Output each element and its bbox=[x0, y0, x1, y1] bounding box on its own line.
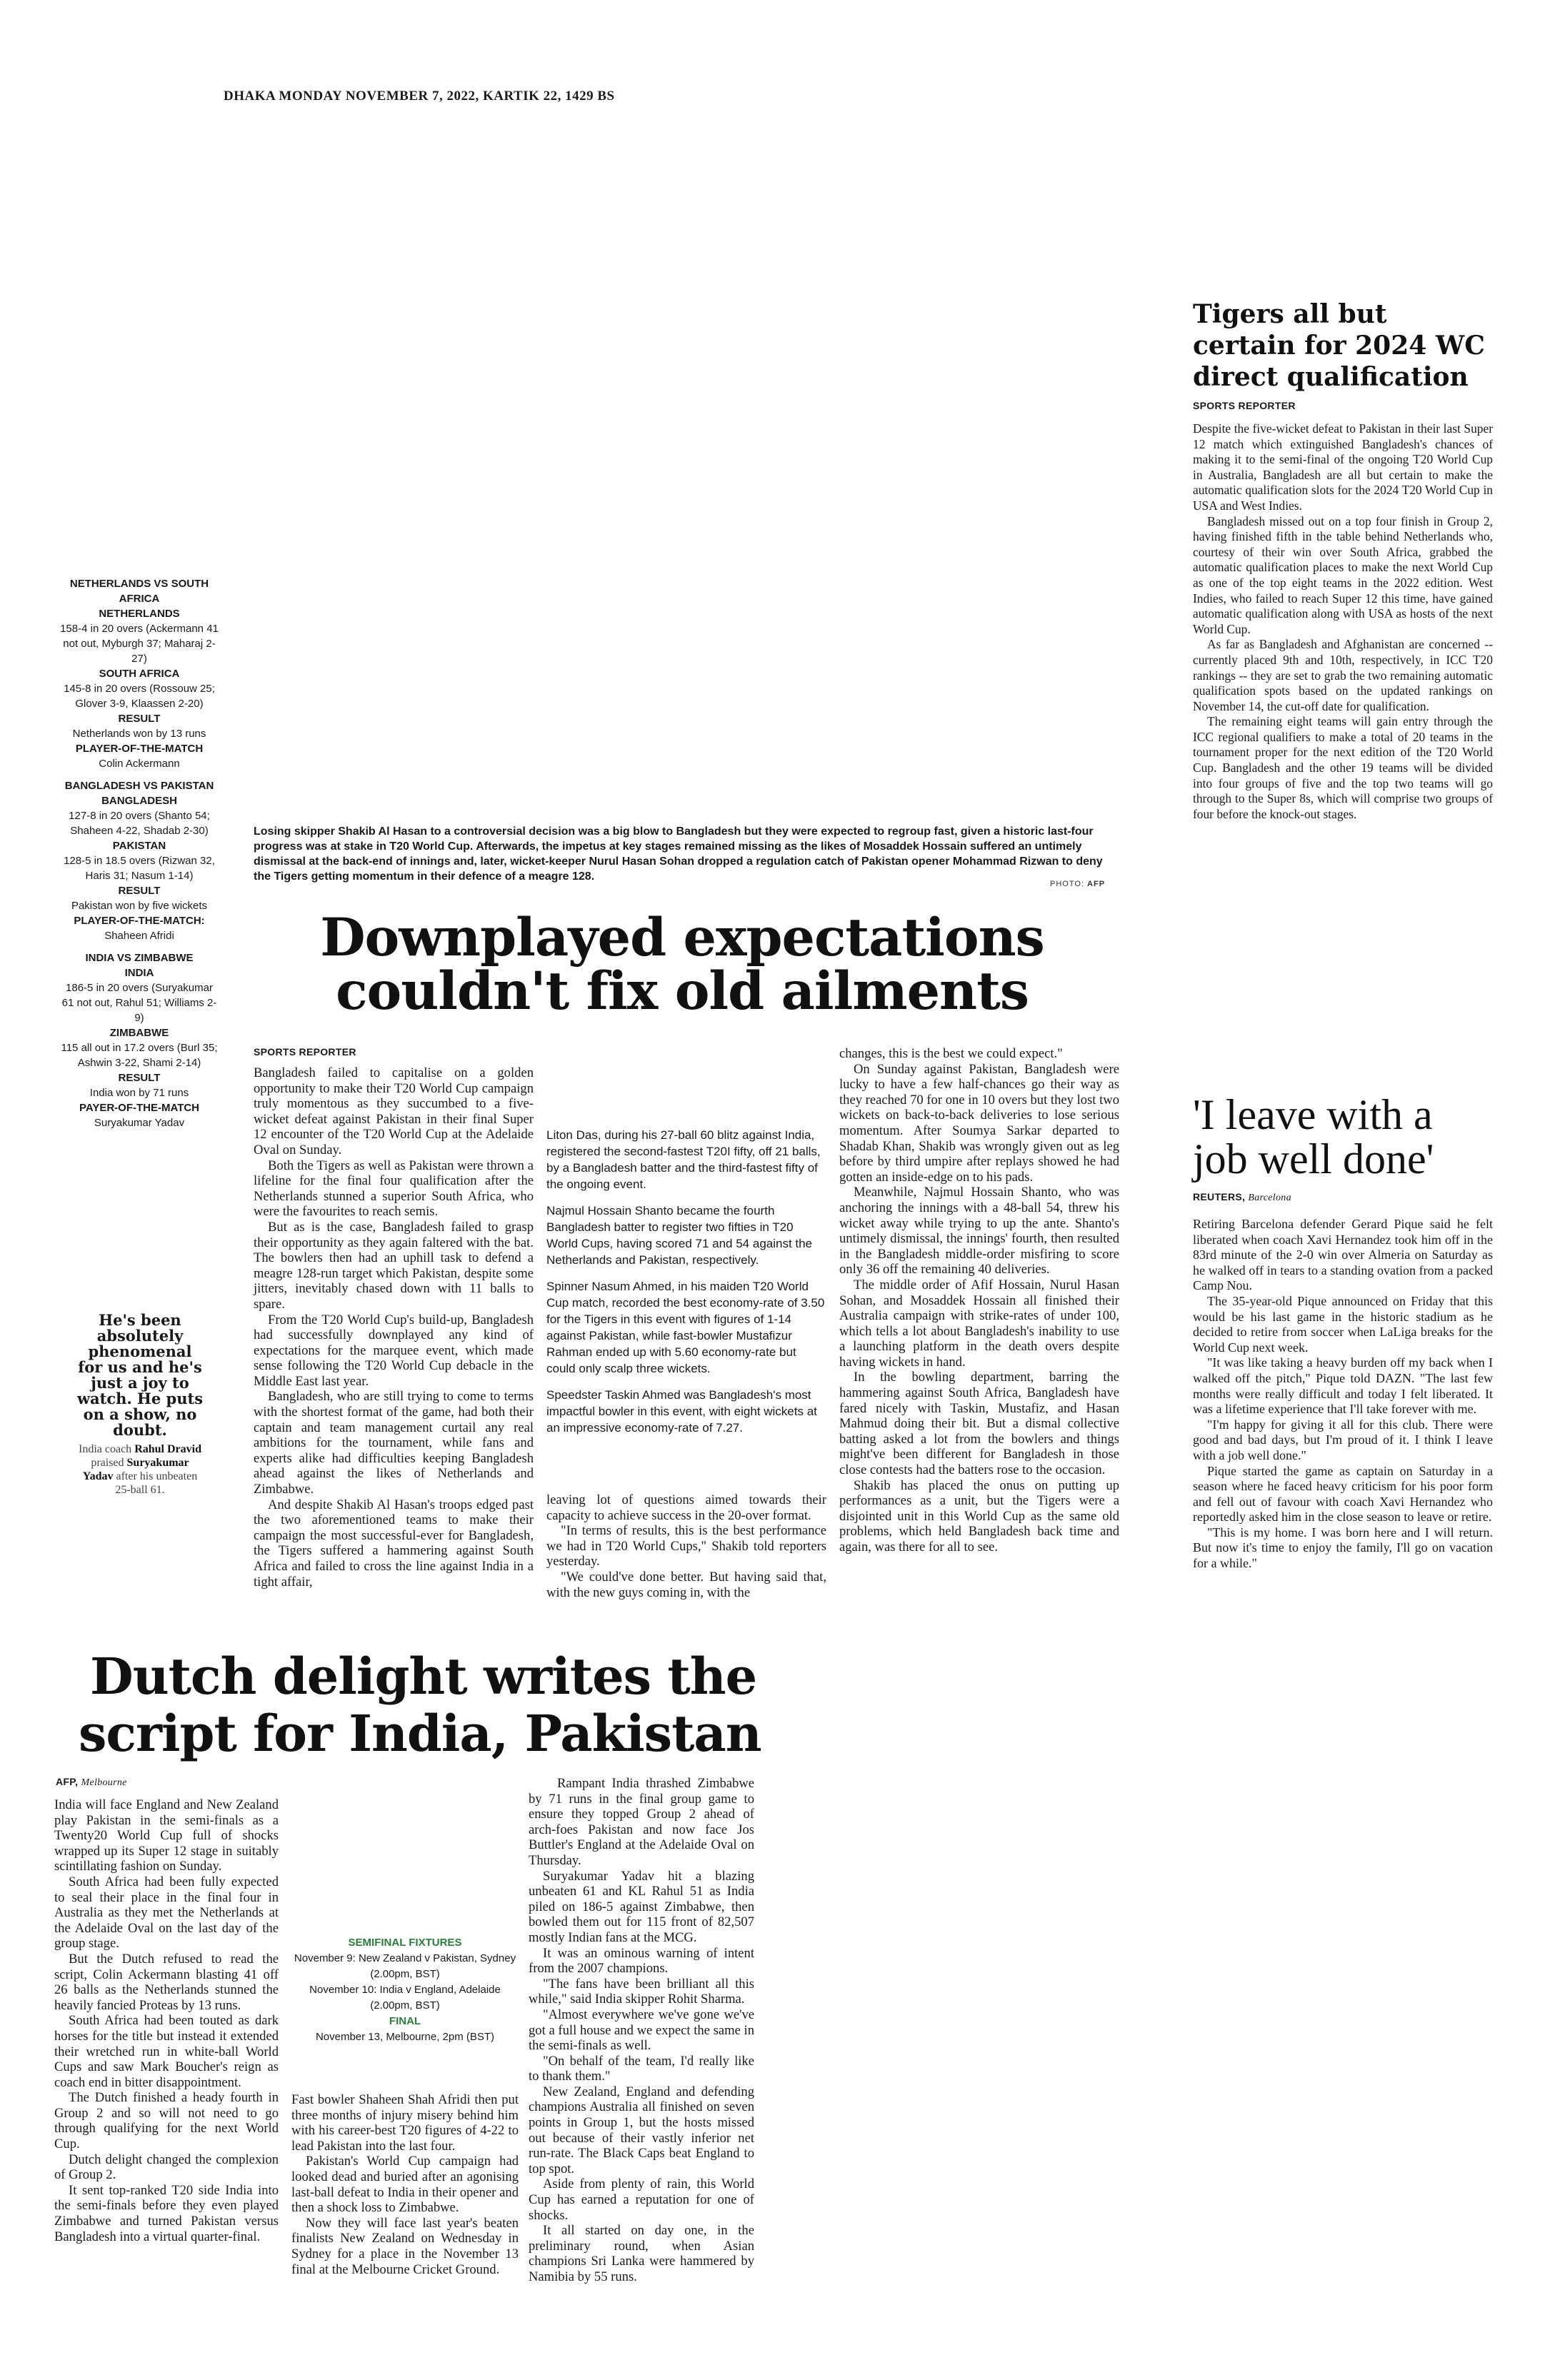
fixtures-title: SEMIFINAL FIXTURES bbox=[348, 1937, 462, 1949]
photo-credit bbox=[1050, 880, 1105, 888]
scorecard-line: PAYER-OF-THE-MATCH bbox=[79, 1102, 200, 1114]
story-pique bbox=[1193, 1093, 1493, 1572]
paragraph: As far as Bangladesh and Afghanistan are concerned -- currently placed 9th and 10th, respectively, in ICC T20 rankings -- they are set to grab the two remaining automatic qualification spots based on the updated rankings on November 14, the cut-off date for qualification. bbox=[1193, 637, 1493, 713]
paragraph: It sent top-ranked T20 side India into the semi-finals before they even played Zimbabwe and turned Pakistan versus Bangladesh into a virtual quarter-final. bbox=[54, 2182, 279, 2244]
scorecard-title: BANGLADESH VS PAKISTAN bbox=[64, 780, 214, 792]
story-pique-byline bbox=[1193, 1191, 1493, 1204]
paragraph: Aside from plenty of rain, this World Cup has earned a reputation for one of shocks. bbox=[529, 2176, 754, 2223]
story-pique-body bbox=[1193, 1217, 1493, 1572]
byline-place: Barcelona bbox=[1248, 1192, 1291, 1203]
paragraph: From the T20 World Cup's build-up, Bangladesh had successfully downplayed any kind of expectations for the marquee event, which made sense following the T20 World Cup debacle in the Middle East last year. bbox=[254, 1312, 534, 1389]
paragraph: "It was like taking a heavy burden off my back when I walked off the pitch," Pique told DAZN. "The last few months were really difficult and today I felt liberated. It was a lifetime experience that I'll take forever with me. bbox=[1193, 1355, 1493, 1417]
fixture-item: November 9: New Zealand v Pakistan, Sydney (2.00pm, BST) bbox=[294, 1952, 516, 1980]
story-main-col2 bbox=[546, 1492, 826, 1600]
paragraph: Meanwhile, Najmul Hossain Shanto, who was anchoring the innings with a 48-ball 54, threw his wicket away while trying to up the ante. Shanto's untimely dismissal, the innings' fourth, then resulted in the Bangladesh middle-order misfiring to score only 36 off the remaining 40 deliveries. bbox=[839, 1185, 1119, 1277]
paragraph: South Africa had been fully expected to seal their place in the final four in Australia as they met the Netherlands at the Adelaide Oval on the last day of the group stage. bbox=[54, 1874, 279, 1952]
scorecard-line: Shaheen Afridi bbox=[104, 930, 174, 942]
paragraph: "On behalf of the team, I'd really like to thank them." bbox=[529, 2053, 754, 2084]
story-tigers-body bbox=[1193, 421, 1493, 822]
scorecard-line: INDIA bbox=[124, 967, 154, 979]
paragraph: In the bowling department, barring the hammering against South Africa, Bangladesh have fared nicely with Taskin, Mustafiz, and Hasan Mahmud doing their bit. But a dismal collective batting asked a lot from the bowlers and things might've been different for Bangladesh in those close contests had the batters rose to the occasion. bbox=[839, 1370, 1119, 1478]
page-dateline: DHAKA MONDAY NOVEMBER 7, 2022, KARTIK 22, 1429 BS bbox=[224, 89, 615, 104]
paragraph: Bangladesh, who are still trying to come to terms with the shortest format of the game, had both their captain and team management curtail any real ambitions for the tournament, while fans and experts alike had difficulties keeping Bangladesh ahead against the likes of Netherlands and Zimbabwe. bbox=[254, 1389, 534, 1497]
scorecard-line: RESULT bbox=[118, 1072, 161, 1084]
headline-line: Dutch delight writes the bbox=[90, 1647, 757, 1706]
headline-line: Downplayed expectations bbox=[320, 907, 1044, 968]
scorecard-line: PAKISTAN bbox=[112, 840, 166, 852]
scorecard-line: PLAYER-OF-THE-MATCH: bbox=[74, 915, 205, 927]
scorecard-line: PLAYER-OF-THE-MATCH bbox=[75, 743, 204, 755]
photo-credit-label: PHOTO: bbox=[1050, 880, 1084, 888]
final-title: FINAL bbox=[389, 2015, 421, 2027]
fact-item: Najmul Hossain Shanto became the fourth Bangladesh batter to register two fifties in T20 World Cups, having scored 71 and 54 against the Netherlands and Pakistan, respectively. bbox=[546, 1204, 813, 1267]
scorecard-line: NETHERLANDS bbox=[99, 608, 180, 620]
attr-text: India coach bbox=[79, 1443, 135, 1455]
scorecard-line: SOUTH AFRICA bbox=[99, 668, 180, 680]
pull-quote-text: He's been absolutely phenomenal for us and he's just a joy to watch. He puts on a show, no doubt. bbox=[76, 1311, 204, 1439]
story-pique-headline: 'I leave with a job well done' bbox=[1193, 1091, 1434, 1183]
scorecard-line: Colin Ackermann bbox=[99, 758, 180, 770]
story-dutch-col2 bbox=[291, 2092, 519, 2277]
scorecard-line: India won by 71 runs bbox=[89, 1087, 189, 1099]
scorecard-line: 127-8 in 20 overs (Shanto 54; Shaheen 4-22, Shadab 2-30) bbox=[69, 810, 210, 837]
scorecard-line: Suryakumar Yadav bbox=[94, 1117, 185, 1129]
paragraph: India will face England and New Zealand play Pakistan in the semi-finals as a Twenty20 World Cup full of shocks wrapped up its Super 12 stage in suitably scintillating fashion on Sunday. bbox=[54, 1797, 279, 1874]
scorecard-line: Pakistan won by five wickets bbox=[71, 900, 208, 912]
story-dutch-headline bbox=[79, 1648, 764, 1762]
pull-quote bbox=[76, 1312, 204, 1497]
scorecards-sidebar bbox=[59, 576, 220, 1130]
story-dutch-col1 bbox=[54, 1797, 279, 2244]
fact-item: Speedster Taskin Ahmed was Bangladesh's most impactful bowler in this event, with eight wickets at an impressive economy-rate of 7.27. bbox=[546, 1388, 817, 1435]
byline-place: Melbourne bbox=[81, 1777, 127, 1788]
paragraph: changes, this is the best we could expect." bbox=[839, 1046, 1063, 1061]
story-main-factbox bbox=[546, 1127, 826, 1446]
scorecard-line: 128-5 in 18.5 overs (Rizwan 32, Haris 31; Nasum 1-14) bbox=[64, 855, 215, 882]
paragraph: Pakistan's World Cup campaign had looked dead and buried after an agonising last-ball defeat to India in their opener and then a shock loss to Zimbabwe. bbox=[291, 2154, 519, 2216]
paragraph: Bangladesh missed out on a top four finish in Group 2, having finished fifth in the table behind Netherlands who, courtesy of their win over South Africa, grabbed the automatic qualification places to make the next World Cup as one of the top eight teams in the 2022 edition. West Indies, who failed to reach Super 12 this time, have gained automatic qualification along with USA as hosts of the next World Cup. bbox=[1193, 513, 1493, 636]
attr-text: after his unbeaten 25-ball 61. bbox=[113, 1470, 198, 1496]
photo-credit-name: AFP bbox=[1087, 880, 1106, 888]
story-dutch-col3 bbox=[529, 1776, 754, 2285]
scorecard bbox=[59, 576, 220, 771]
attr-name: Suryakumar Yadav bbox=[82, 1457, 189, 1482]
fixtures-box bbox=[291, 1935, 519, 2045]
paragraph: The remaining eight teams will gain entry through the ICC regional qualifiers to make a total of 20 teams in the tournament proper for the next edition of the T20 World Cup. Bangladesh and the other 19 teams will be divided into four groups of five and the top two teams will go through to the Super 8s, which will comprise two groups of four before the knock-out stages. bbox=[1193, 714, 1493, 821]
story-main-col3 bbox=[839, 1046, 1119, 1555]
paragraph: Pique started the game as captain on Saturday in a season where he faced heavy criticism for his poor form and fell out of favour with coach Xavi Hernandez who reportedly asked him in the close season to leave or retire. bbox=[1193, 1463, 1493, 1525]
story-main-byline: SPORTS REPORTER bbox=[254, 1046, 356, 1058]
paragraph: New Zealand, England and defending champions Australia all finished on seven points in Group 1, but the hosts missed out because of their vastly inferior net run-rate. The Black Caps beat England to top spot. bbox=[529, 2084, 754, 2176]
story-dutch-byline bbox=[56, 1776, 127, 1789]
paragraph: Rampant India thrashed Zimbabwe by 71 runs in the final group game to ensure they topped Group 2 ahead of arch-foes Pakistan and now face Jos Buttler's England at the Adelaide Oval on Thursday. bbox=[529, 1776, 754, 1868]
paragraph: Shakib has placed the onus on putting up performances as a unit, but the Tigers were a disjointed unit in this World Cup as the same old problems, which held Bangladesh back time and again, was there for all to see. bbox=[839, 1477, 1119, 1555]
scorecard bbox=[59, 778, 220, 943]
paragraph: But the Dutch refused to read the script, Colin Ackermann blasting 41 off 26 balls as the Netherlands stunned the heavily fancied Proteas by 13 runs. bbox=[54, 1951, 279, 2013]
headline-line: couldn't fix old ailments bbox=[336, 960, 1029, 1022]
paragraph: South Africa had been touted as dark horses for the title but instead it extended their wretched run in white-ball World Cups and saw Mark Boucher's reign as coach end in bitter disappointment. bbox=[54, 2013, 279, 2090]
paragraph: Bangladesh failed to capitalise on a golden opportunity to make their T20 World Cup campaign truly momentous as they succumbed to a five-wicket defeat against Pakistan in their final Super 12 encounter of the T20 World Cup at the Adelaide Oval on Sunday. bbox=[254, 1065, 534, 1158]
paragraph: "We could've done better. But having said that, with the new guys coming in, with the bbox=[546, 1569, 826, 1600]
scorecard-line: ZIMBABWE bbox=[109, 1027, 169, 1039]
scorecard-title: INDIA VS ZIMBABWE bbox=[85, 952, 194, 964]
paragraph: "I'm happy for giving it all for this club. There were good and bad days, but I'm proud of it. I think I leave with a job well done." bbox=[1193, 1417, 1493, 1462]
paragraph: The 35-year-old Pique announced on Friday that this would be his last game in the historic stadium as he decided to retire from soccer when LaLiga breaks for the World Cup next week. bbox=[1193, 1293, 1493, 1355]
final-item: November 13, Melbourne, 2pm (BST) bbox=[315, 2031, 495, 2043]
paragraph: The Dutch finished a heady fourth in Group 2 and so will not need to go through qualifying for the next World Cup. bbox=[54, 2090, 279, 2152]
paragraph: And despite Shakib Al Hasan's troops edged past the two aforementioned teams to make their campaign the most successful-ever for Bangladesh, the Tigers suffered a hammering against South Africa and failed to cross the line against India in a tight affair, bbox=[254, 1497, 534, 1590]
story-tigers bbox=[1193, 298, 1493, 822]
paragraph: "This is my home. I was born here and I will return. But now it's time to enjoy the family, I'll go on vacation for a while." bbox=[1193, 1525, 1493, 1571]
paragraph: Retiring Barcelona defender Gerard Pique said he felt liberated when coach Xavi Hernandez took him off in the 83rd minute of the 2-0 win over Almeria on Saturday as he walked off in tears to a standing ovation from a packed Camp Nou. bbox=[1193, 1217, 1493, 1293]
paragraph: Despite the five-wicket defeat to Pakistan in their last Super 12 match which extinguished Bangladesh's chances of making it to the semi-final of the ongoing T20 World Cup in Australia, Bangladesh are all but certain to make the automatic qualification slots for the 2024 T20 World Cup in USA and West Indies. bbox=[1193, 421, 1493, 513]
attr-name: Rahul Dravid bbox=[134, 1443, 201, 1455]
paragraph: Now they will face last year's beaten finalists New Zealand on Wednesday in Sydney for a place in the November 13 final at the Melbourne Cricket Ground. bbox=[291, 2215, 519, 2277]
fixture-item: November 10: India v England, Adelaide (2.00pm, BST) bbox=[309, 1984, 501, 2012]
paragraph: The middle order of Afif Hossain, Nurul Hasan Sohan, and Mosaddek Hossain all finished their Australia campaign with strike-rates of under 100, which tells a lot about Bangladesh's inability to use a launching platform in the death overs despite having wickets in hand. bbox=[839, 1277, 1119, 1370]
fact-item: Spinner Nasum Ahmed, in his maiden T20 World Cup match, recorded the best economy-rate of 3.50 for the Tigers in this event with figures of 1-14 against Pakistan, while fast-bowler Mustafizur Rahman ended up with 5.60 economy-rate but could only scalp three wickets. bbox=[546, 1280, 825, 1375]
paragraph: But as is the case, Bangladesh failed to grasp their opportunity as they again faltered with the bat. The bowlers then had an uphill task to defend a meagre 128-run target which Pakistan, despite some jitters, inevitably chased down with 11 balls to spare. bbox=[254, 1219, 534, 1312]
paragraph: "In terms of results, this is the best performance we had in T20 World Cups," Shakib told reporters yesterday. bbox=[546, 1523, 826, 1570]
photo-caption: Losing skipper Shakib Al Hasan to a controversial decision was a big blow to Bangladesh but they were expected to regroup fast, given a historic last-four progress was at stake in T20 World Cup. Afterwards, the impetus at key stages remained missing as the likes of Mosaddek Hossain suffered an untimely dismissal at the back-end of innings and, later, wicket-keeper Nurul Hasan Sohan dropped a regulation catch of Pakistan opener Mohammad Rizwan to deny the Tigers getting momentum in their defence of a meagre 128. bbox=[254, 825, 1103, 883]
scorecard-line: RESULT bbox=[118, 713, 161, 725]
byline-agency: AFP, bbox=[56, 1776, 79, 1787]
pull-quote-attribution bbox=[76, 1442, 204, 1497]
paragraph: "Almost everywhere we've gone we've got a full house and we expect the same in the semi-finals as well. bbox=[529, 2007, 754, 2054]
paragraph: Suryakumar Yadav hit a blazing unbeaten 61 and KL Rahul 51 as India piled on 186-5 against Zimbabwe, then bowled them out for 115 front of 82,507 mostly Indian fans at the MCG. bbox=[529, 1868, 754, 1945]
paragraph: Dutch delight changed the complexion of Group 2. bbox=[54, 2151, 279, 2183]
paragraph: It all started on day one, in the preliminary round, when Asian champions Sri Lanka were hammered by Namibia by 55 runs. bbox=[529, 2223, 754, 2284]
scorecard-line: BANGLADESH bbox=[101, 795, 177, 807]
paragraph: Fast bowler Shaheen Shah Afridi then put three months of injury misery behind him with his career-best T20 figures of 4-22 to lead Pakistan into the last four. bbox=[291, 2092, 519, 2154]
scorecard bbox=[59, 950, 220, 1130]
scorecard-line: 158-4 in 20 overs (Ackermann 41 not out, Myburgh 37; Maharaj 2-27) bbox=[60, 623, 219, 665]
fact-item: Liton Das, during his 27-ball 60 blitz against India, registered the second-fastest T20I fifty, off 21 balls, by a Bangladesh batter and the third-fastest fifty of the ongoing event. bbox=[546, 1128, 821, 1191]
paragraph: Both the Tigers as well as Pakistan were thrown a lifeline for the final four qualification after the Netherlands stunned a superior South Africa, who were the favourites to reach semis. bbox=[254, 1158, 534, 1220]
paragraph: leaving lot of questions aimed towards their capacity to achieve success in the 20-over format. bbox=[546, 1492, 826, 1523]
scorecard-line: 115 all out in 17.2 overs (Burl 35; Ashwin 3-22, Shami 2-14) bbox=[61, 1042, 218, 1069]
scorecard-line: 186-5 in 20 overs (Suryakumar 61 not out, Rahul 51; Williams 2-9) bbox=[61, 982, 217, 1024]
story-main-headline bbox=[243, 907, 1121, 1022]
story-main-col1 bbox=[254, 1065, 534, 1590]
scorecard-title: NETHERLANDS VS SOUTH AFRICA bbox=[69, 578, 209, 605]
attr-text: praised bbox=[91, 1457, 127, 1469]
headline-line: script for India, Pakistan bbox=[79, 1704, 761, 1763]
story-tigers-headline: Tigers all but certain for 2024 WC direct qualification bbox=[1193, 299, 1485, 392]
story-tigers-byline: SPORTS REPORTER bbox=[1193, 400, 1296, 411]
paragraph: "The fans have been brilliant all this while," said India skipper Rohit Sharma. bbox=[529, 1976, 754, 2007]
scorecard-line: 145-8 in 20 overs (Rossouw 25; Glover 3-9, Klaassen 2-20) bbox=[64, 683, 215, 710]
byline-agency: REUTERS, bbox=[1193, 1191, 1246, 1202]
scorecard-line: Netherlands won by 13 runs bbox=[72, 728, 206, 740]
scorecard-line: RESULT bbox=[118, 885, 161, 897]
paragraph: On Sunday against Pakistan, Bangladesh were lucky to have a few half-chances go their way as they reached 70 for one in 10 overs but they lost two wickets on back-to-back deliveries to lose serious momentum. After Soumya Sarkar departed to Shadab Khan, Shakib was wrongly given out as leg before by third umpire after replays showed he had gotten an inside-edge on to his pads. bbox=[839, 1061, 1119, 1185]
paragraph: It was an ominous warning of intent from the 2007 champions. bbox=[529, 1945, 754, 1977]
